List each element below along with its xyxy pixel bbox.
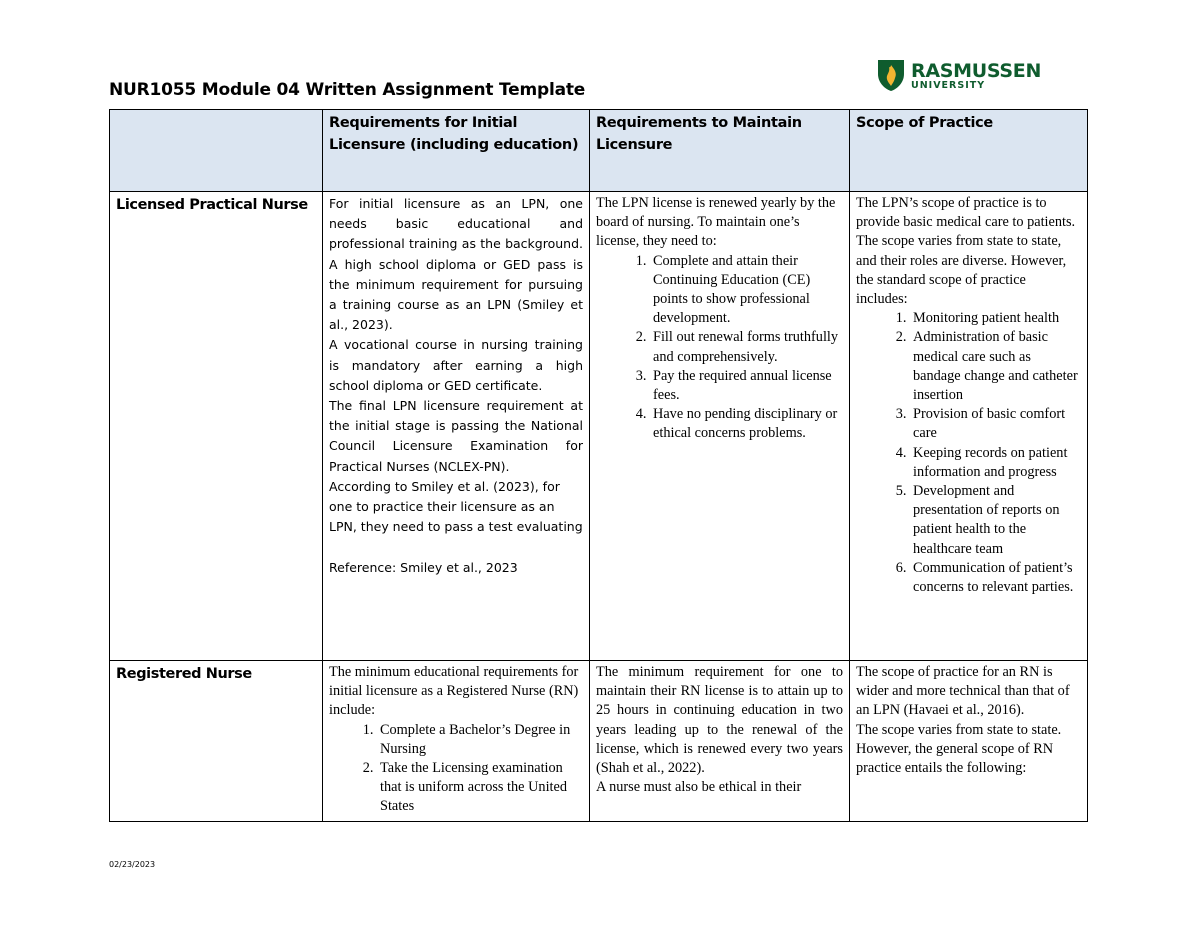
list-item: 4. Keeping records on patient information and progress xyxy=(910,444,1081,482)
footer-date: 02/23/2023 xyxy=(109,860,156,869)
rn-scope-para-1: The scope of practice for an RN is wider and more technical than that of an LPN (Havaei et al., 2016). xyxy=(856,664,1070,719)
university-logo xyxy=(876,58,1042,94)
list-item: 6. Communication of patient’s concerns to relevant parties. xyxy=(910,559,1081,597)
header-initial-licensure: Requirements for Initial Licensure (including education) xyxy=(323,110,590,192)
lpn-maintain-list xyxy=(596,252,843,444)
table-row-lpn xyxy=(110,192,1088,661)
lpn-maintain-cell xyxy=(590,192,850,661)
lpn-initial-cell xyxy=(323,192,590,661)
rn-scope-para-2: The scope varies from state to state. However, the general scope of RN practice entails the following: xyxy=(856,721,1062,777)
header-cell-empty xyxy=(110,110,323,192)
list-item: 1. Monitoring patient health xyxy=(910,309,1081,328)
rn-initial-cell xyxy=(323,661,590,822)
logo-wordmark: RASMUSSEN xyxy=(911,60,1042,82)
flame-shield-icon xyxy=(876,58,906,92)
lpn-scope-intro: The LPN’s scope of practice is to provide basic medical care to patients. The scope varies from state to state, and their roles are diverse. However, the standard scope of practice includes: xyxy=(856,195,1076,308)
list-item: 2. Administration of basic medical care such as bandage change and catheter insertion xyxy=(910,328,1081,405)
lpn-scope-list xyxy=(856,309,1081,597)
list-item: 3. Provision of basic comfort care xyxy=(910,405,1081,443)
lpn-initial-para-2: A vocational course in nursing training is mandatory after earning a high school diploma or GED certificate. xyxy=(329,337,583,393)
list-item: 1. Complete and attain their Continuing Education (CE) points to show professional development. xyxy=(650,252,843,329)
rn-maintain-para-1: The minimum requirement for one to maintain their RN license is to attain up to 25 hours in continuing education in two years leading up to the renewal of the license, which is renewed every two years (Shah et al., 2022). xyxy=(596,664,843,777)
rn-initial-list xyxy=(329,721,583,817)
lpn-scope-cell xyxy=(850,192,1088,661)
lpn-initial-para-4: According to Smiley et al. (2023), for one to practice their licensure as an LPN, they need to pass a test evaluating xyxy=(329,478,583,535)
list-item: 5. Development and presentation of reports on patient health to the healthcare team xyxy=(910,482,1081,559)
rn-maintain-para-2: A nurse must also be ethical in their xyxy=(596,779,802,796)
list-item: 4. Have no pending disciplinary or ethical concerns problems. xyxy=(650,405,843,443)
header-scope-of-practice: Scope of Practice xyxy=(850,110,1088,192)
list-item: 2. Take the Licensing examination that is uniform across the United States xyxy=(377,759,583,817)
table-row-rn xyxy=(110,661,1088,822)
row-label-lpn: Licensed Practical Nurse xyxy=(110,192,323,661)
list-item: 1. Complete a Bachelor’s Degree in Nursing xyxy=(377,721,583,759)
lpn-maintain-intro: The LPN license is renewed yearly by the board of nursing. To maintain one’s license, they need to: xyxy=(596,195,836,250)
rn-scope-cell xyxy=(850,661,1088,822)
lpn-initial-para-3: The final LPN licensure requirement at the initial stage is passing the National Council Licensure Examination for Practical Nurses (NCLEX-PN). xyxy=(329,398,583,474)
rn-maintain-cell xyxy=(590,661,850,822)
logo-subtitle: UNIVERSITY xyxy=(911,80,986,91)
table-header-row xyxy=(110,110,1088,192)
document-title: NUR1055 Module 04 Written Assignment Template xyxy=(109,80,586,100)
row-label-rn: Registered Nurse xyxy=(110,661,323,822)
lpn-initial-reference: Reference: Smiley et al., 2023 xyxy=(329,560,518,576)
list-item: 2. Fill out renewal forms truthfully and comprehensively. xyxy=(650,328,843,366)
licensure-table xyxy=(109,109,1088,822)
header-maintain-licensure: Requirements to Maintain Licensure xyxy=(590,110,850,192)
list-item: 3. Pay the required annual license fees. xyxy=(650,367,843,405)
lpn-initial-para-1: For initial licensure as an LPN, one needs basic educational and professional training as the background. A high school diploma or GED pass is the minimum requirement for pursuing a training course as an LPN (Smiley et al., 2023). xyxy=(329,196,583,333)
rn-initial-intro: The minimum educational requirements for initial licensure as a Registered Nurse (RN) include: xyxy=(329,664,579,719)
